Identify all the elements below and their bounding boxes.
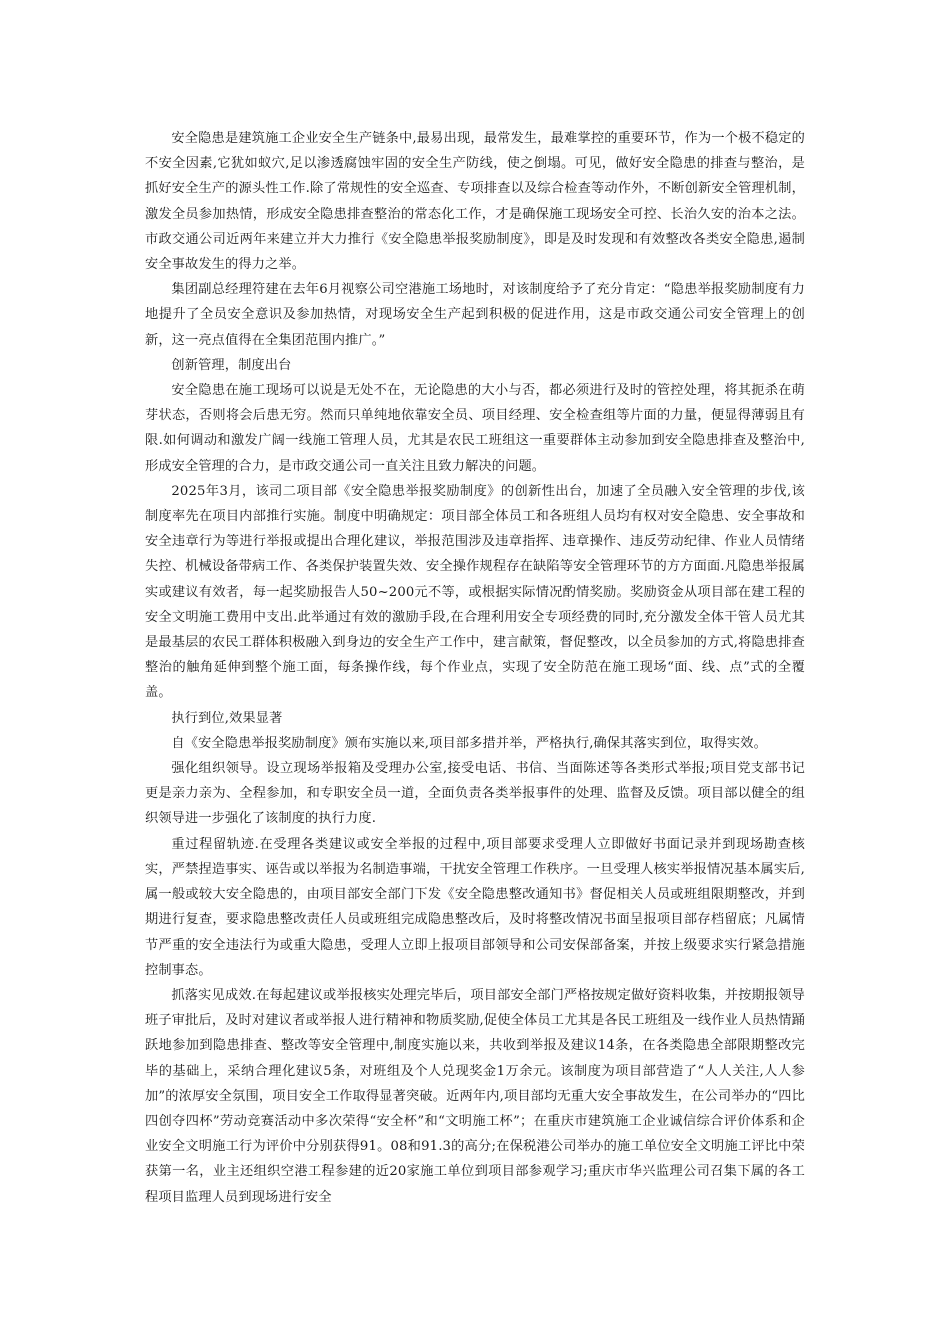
implementation-paragraph: 自《安全隐患举报奖励制度》颁布实施以来,项目部多措并举，严格执行,确保其落实到位，取得实效。	[171, 735, 767, 751]
leadership-paragraph: 强化组织领导。设立现场举报箱及受理办公室,接受电话、书信、当面陈述等各类形式举报;项目党支部书记更是亲力亲为、全程参加，和专职安全员一道，全面负责各类举报事件的处理、监督及反馈。项目部以健全的组织领导进一步强化了该制度的执行力度.	[145, 761, 805, 827]
section-heading-execution: 执行到位,效果显著	[171, 710, 283, 726]
hazard-paragraph: 安全隐患在施工现场可以说是无处不在，无论隐患的大小与否，都必须进行及时的管控处理，将其扼杀在萌芽状态，否则将会后患无穷。然而只单纯地依靠安全员、项目经理、安全检查组等片面的力量，便显得薄弱且有限.如何调动和激发广阔一线施工管理人员，尤其是农民工班组这一重要群体主动参加到安全隐患排查及整治中,形成安全管理的合力，是市政交通公司一直关注且致力解决的问题。	[145, 383, 805, 474]
policy-paragraph: 2025年3月，该司二项目部《安全隐患举报奖励制度》的创新性出台，加速了全员融入安全管理的步伐,该制度率先在项目内部推行实施。制度中明确规定：项目部全体员工和各班组人员均有权对安全隐患、安全事故和安全违章行为等进行举报或提出合理化建议，举报范围涉及违章指挥、违章操作、违反劳动纪律、作业人员情绪失控、机械设备带病工作、各类保护装置失效、安全操作规程存在缺陷等安全管理环节的方方面面.凡隐患举报属实或建议有效者，每一起奖励报告人50~200元不等，或根据实际情况酌情奖励。奖励资金从项目部在建工程的安全文明施工费用中支出.此举通过有效的激励手段,在合理利用安全专项经费的同时,充分激发全体干管人员尤其是最基层的农民工群体积极融入到身边的安全生产工作中，建言献策，督促整改，以全员参加的方式,将隐患排查整治的触角延伸到整个施工面，每条操作线，每个作业点，实现了安全防范在施工现场“面、线、点”式的全覆盖。	[145, 483, 805, 701]
intro-paragraph: 安全隐患是建筑施工企业安全生产链条中,最易出现，最常发生，最难掌控的重要环节，作为一个极不稳定的不安全因素,它犹如蚁穴,足以渗透腐蚀牢固的安全生产防线，使之倒塌。可见，做好安全隐患的排查与整治，是抓好安全生产的源头性工作.除了常规性的安全巡查、专项排查以及综合检查等动作外，不断创新安全管理机制，激发全员参加热情，形成安全隐患排查整治的常态化工作，才是确保施工现场安全可控、长治久安的治本之法。市政交通公司近两年来建立并大力推行《安全隐患举报奖励制度》，即是及时发现和有效整改各类安全隐患,遏制安全事故发生的得力之举。	[145, 131, 805, 273]
results-paragraph: 抓落实见成效.在每起建议或举报核实处理完毕后，项目部安全部门严格按规定做好资料收集，并按期报领导班子审批后，及时对建议者或举报人进行精神和物质奖励,促使全体员工尤其是各民工班组及一线作业人员热情踊跃地参加到隐患排查、整改等安全管理中,制度实施以来，共收到举报及建议14条，在各类隐患全部限期整改完毕的基础上，采纳合理化建议5条，对班组及个人兑现奖金1万余元。该制度为项目部营造了“人人关注,人人参加”的浓厚安全氛围，项目安全工作取得显著突破。近两年内,项目部均无重大安全事故发生，在公司举办的“四比四创夺四杯”劳动竞赛活动中多次荣得“安全杯”和“文明施工杯”；在重庆市建筑施工企业诚信综合评价体系和企业安全文明施工行为评价中分别获得91。08和91.3的高分;在保税港公司举办的施工单位安全文明施工评比中荣获第一名，业主还组织空港工程参建的近20家施工单位到项目部参观学习;重庆市华兴监理公司召集下属的各工程项目监理人员到现场进行安全	[145, 987, 805, 1205]
section-heading-innovation: 创新管理，制度出台	[171, 357, 292, 373]
document-body	[145, 126, 805, 1210]
process-paragraph: 重过程留轨迹.在受理各类建议或安全举报的过程中,项目部要求受理人立即做好书面记录并到现场勘查核实，严禁捏造事实、诬告或以举报为名制造事端，干扰安全管理工作秩序。一旦受理人核实举报情况基本属实后,属一般或较大安全隐患的，由项目部安全部门下发《安全隐患整改通知书》督促相关人员或班组限期整改，并到期进行复查，要求隐患整改责任人员或班组完成隐患整改后，及时将整改情况书面呈报项目部存档留底；凡属情节严重的安全违法行为或重大隐患，受理人立即上报项目部领导和公司安保部备案，并按上级要求实行紧急措施控制事态。	[145, 836, 805, 978]
quote-paragraph: 集团副总经理符建在去年6月视察公司空港施工场地时，对该制度给予了充分肯定：“隐患举报奖励制度有力地提升了全员安全意识及参加热情，对现场安全生产起到积极的促进作用，这是市政交通公司安全管理上的创新，这一亮点值得在全集团范围内推广。”	[145, 282, 805, 348]
